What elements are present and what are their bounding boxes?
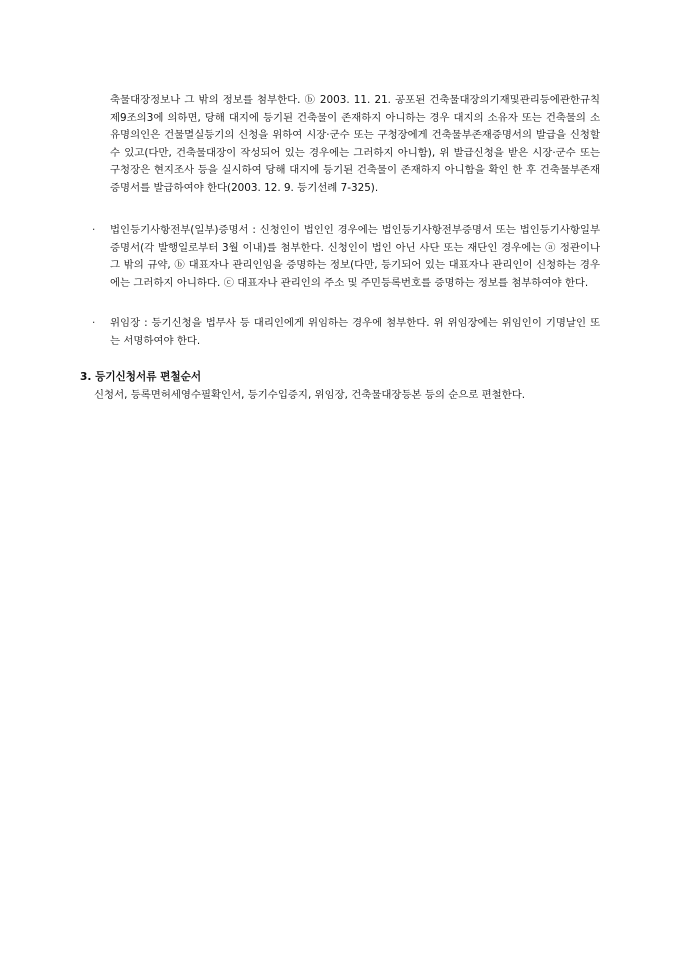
section-heading: 3. 등기신청서류 편철순서 (80, 371, 202, 383)
bullet-text: 위임장 : 등기신청을 법무사 등 대리인에게 위임하는 경우에 첨부한다. 위 위임장에는 위임인이 기명날인 또는 서명하여야 한다. (110, 317, 600, 347)
bullet-mark: · (92, 224, 96, 236)
bullet-text: 법인등기사항전부(일부)증명서 : 신청인이 법인인 경우에는 법인등기사항전부증명서 또는 법인등기사항일부증명서(각 발행일로부터 3월 이내)를 첨부한다. 신청인이 법인 아닌 사단 또는 재단인 경우에는 ⓐ 정관이나 그 밖의 규약, ⓑ 대표자나 관리인임을 증명하는 정보(다만, 등기되어 있는 대표자나 관리인이 신청하는 경우에는 그러하지 아니하다. ⓒ 대표자나 관리인의 주소 및 주민등록번호를 증명하는 정보를 첨부하여야 한다. (110, 224, 600, 289)
bullet-item-power-of-attorney (92, 315, 600, 350)
continuation-paragraph: 축물대장정보나 그 밖의 정보를 첨부한다. ⓑ 2003. 11. 21. 공포된 건축물대장의기재및관리등에관한규칙 제9조의3에 의하면, 당해 대지에 등기된 건축물이 존재하지 아니하는 경우 대지의 소유자 또는 건축물의 소유명의인은 건물멸실등기의 신청을 위하여 시장·군수 또는 구청장에게 건축물부존재증명서의 발급을 신청할 수 있고(다만, 건축물대장이 작성되어 있는 경우에는 그러하지 아니함), 위 발급신청을 받은 시장·군수 또는 구청장은 현지조사 등을 실시하여 당해 대지에 등기된 건축물이 존재하지 아니함을 확인 한 후 건축물부존재증명서를 발급하여야 한다(2003. 12. 9. 등기선례 7-325). (110, 94, 600, 194)
section-body: 신청서, 등록면허세영수필확인서, 등기수입증지, 위임장, 건축물대장등본 등의 순으로 편철한다. (94, 389, 526, 401)
bullet-mark: · (92, 317, 96, 329)
bullet-item-corporate-certificate (92, 222, 600, 292)
